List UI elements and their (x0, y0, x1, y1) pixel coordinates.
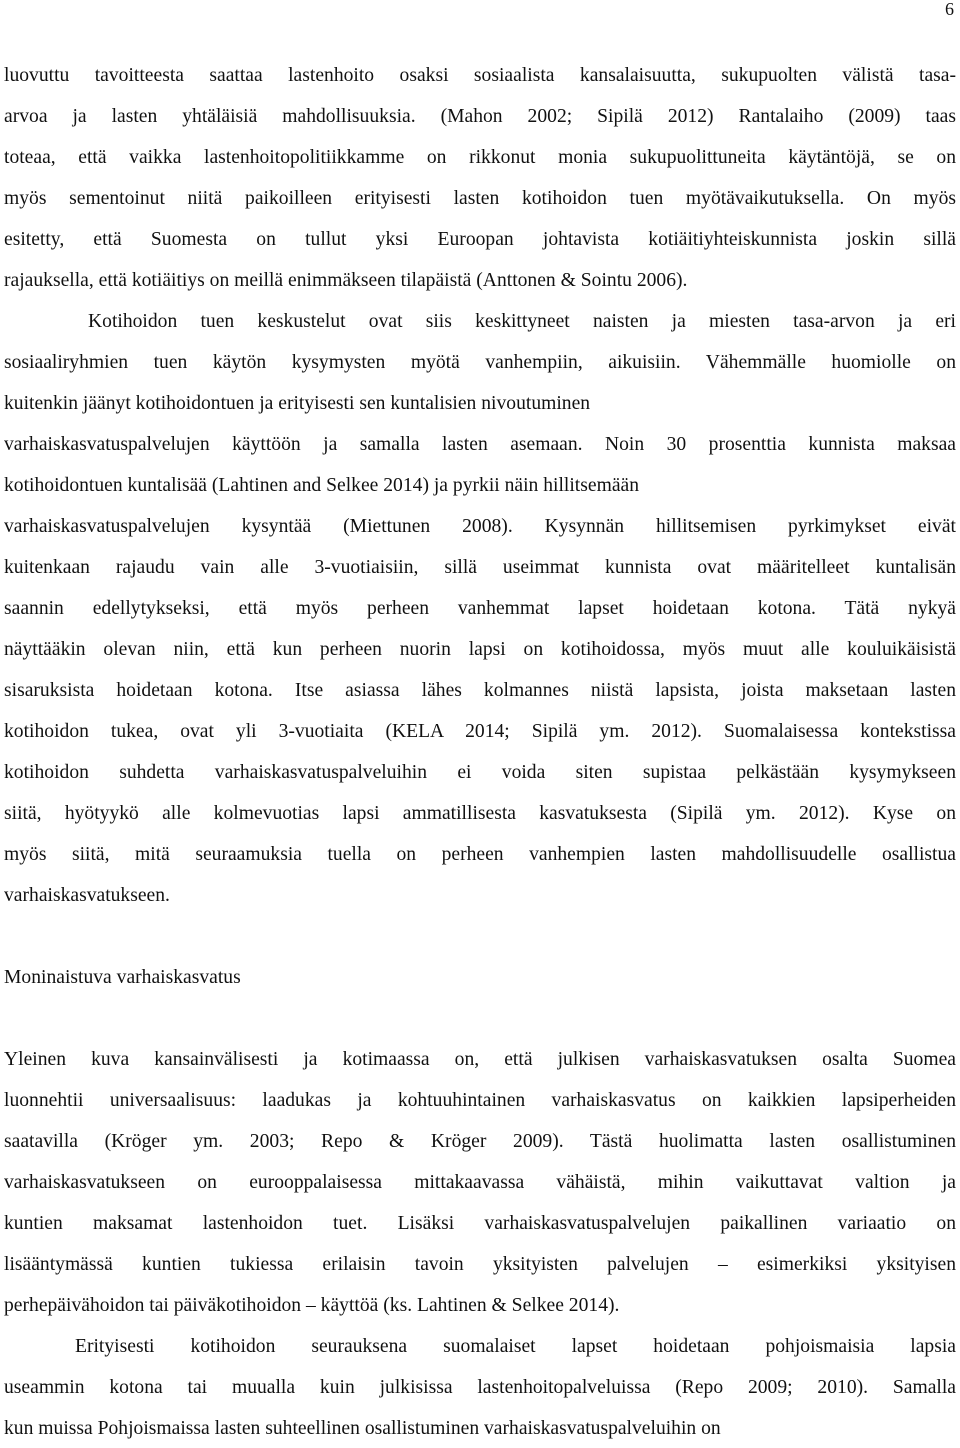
text-line: kuntien maksamat lastenhoidon tuet. Lisäksi varhaiskasvatuspalvelujen paikallinen variaatio on (4, 1213, 956, 1234)
text-line: useammin kotona tai muualla kuin julkisissa lastenhoitopalveluissa (Repo 2009; 2010). Samalla (4, 1377, 956, 1398)
text-line: kotihoidontuen kuntalisää (Lahtinen and Selkee 2014) ja pyrkii näin hillitsemään (4, 475, 640, 496)
text-line: kun muissa Pohjoismaissa lasten suhteellinen osallistuminen varhaiskasvatuspalveluihin on (4, 1418, 721, 1439)
text-line: sosiaaliryhmien tuen käytön kysymysten myötä vanhempiin, aikuisiin. Vähemmälle huomiolle on (4, 352, 956, 373)
text-line: luovuttu tavoitteesta saattaa lastenhoito osaksi sosiaalista kansalaisuutta, sukupuolten välistä tasa- (4, 65, 956, 86)
text-line: kuitenkaan rajaudu vain alle 3-vuotiaisiin, sillä useimmat kunnista ovat määritelleet kuntalisän (4, 557, 956, 578)
text-line: myös sementoinut niitä paikoilleen erityisesti lasten kotihoidon tuen myötävaikutuksella. On myös (4, 188, 956, 209)
text-line: myös siitä, mitä seuraamuksia tuella on perheen vanhempien lasten mahdollisuudelle osallistua (4, 844, 956, 865)
text-line: näyttääkin olevan niin, että kun perheen nuorin lapsi on kotihoidossa, myös muut alle kouluikäisistä (4, 639, 956, 660)
text-line: saannin edellytykseksi, että myös perheen vanhemmat lapset hoidetaan kotona. Tätä nykyä (4, 598, 956, 619)
text-line: kotihoidon tukea, ovat yli 3-vuotiaita (KELA 2014; Sipilä ym. 2012). Suomalaisessa kontekstissa (4, 721, 956, 742)
text-line: perhepäivähoidon tai päiväkotihoidon – käyttöä (ks. Lahtinen & Selkee 2014). (4, 1295, 620, 1316)
text-line: Yleinen kuva kansainvälisesti ja kotimaassa on, että julkisen varhaiskasvatuksen osalta Suomea (4, 1049, 956, 1070)
text-line: kotihoidon suhdetta varhaiskasvatuspalveluihin ei voida siten supistaa pelkästään kysymykseen (4, 762, 956, 783)
text-line: saatavilla (Kröger ym. 2003; Repo & Kröger 2009). Tästä huolimatta lasten osallistuminen (4, 1131, 956, 1152)
text-line: varhaiskasvatuspalvelujen kysyntää (Miettunen 2008). Kysynnän hillitsemisen pyrkimykset eivät (4, 516, 956, 537)
text-line: sisaruksista hoidetaan kotona. Itse asiassa lähes kolmannes niistä lapsista, joista maksetaan lasten (4, 680, 956, 701)
text-line: varhaiskasvatukseen. (4, 885, 170, 906)
text-line: varhaiskasvatukseen on eurooppalaisessa mittakaavassa vähäistä, mihin vaikuttavat valtion ja (4, 1172, 956, 1193)
text-line: Kotihoidon tuen keskustelut ovat siis keskittyneet naisten ja miesten tasa-arvon ja eri (88, 311, 956, 332)
text-line: siitä, hyötyykö alle kolmevuotias lapsi ammatillisesta kasvatuksesta (Sipilä ym. 2012). Kyse on (4, 803, 956, 824)
text-line: rajauksella, että kotiäitiys on meillä enimmäkseen tilapäistä (Anttonen & Sointu 2006). (4, 270, 688, 291)
text-line: lisääntymässä kuntien tukiessa erilaisin tavoin yksityisten palvelujen – esimerkiksi yksityisen (4, 1254, 956, 1275)
text-line: esitetty, että Suomesta on tullut yksi Euroopan johtavista kotiäitiyhteiskunnista joskin sillä (4, 229, 956, 250)
text-line: luonnehtii universaalisuus: laadukas ja kohtuuhintainen varhaiskasvatus on kaikkien lapsiperheiden (4, 1090, 956, 1111)
text-line: kuitenkin jäänyt kotihoidontuen ja erityisesti sen kuntalisien nivoutuminen (4, 393, 591, 414)
text-line: toteaa, että vaikka lastenhoitopolitiikkamme on rikkonut monia sukupuolittuneita käytäntöjä, se on (4, 147, 956, 168)
text-line: arvoa ja lasten yhtäläisiä mahdollisuuksia. (Mahon 2002; Sipilä 2012) Rantalaiho (2009) taas (4, 106, 956, 127)
page-number: 6 (945, 0, 954, 19)
text-line: varhaiskasvatuspalvelujen käyttöön ja samalla lasten asemaan. Noin 30 prosenttia kunnista maksaa (4, 434, 956, 455)
text-line: Erityisesti kotihoidon seurauksena suomalaiset lapset hoidetaan pohjoismaisia lapsia (75, 1336, 956, 1357)
section-heading: Moninaistuva varhaiskasvatus (4, 967, 241, 988)
